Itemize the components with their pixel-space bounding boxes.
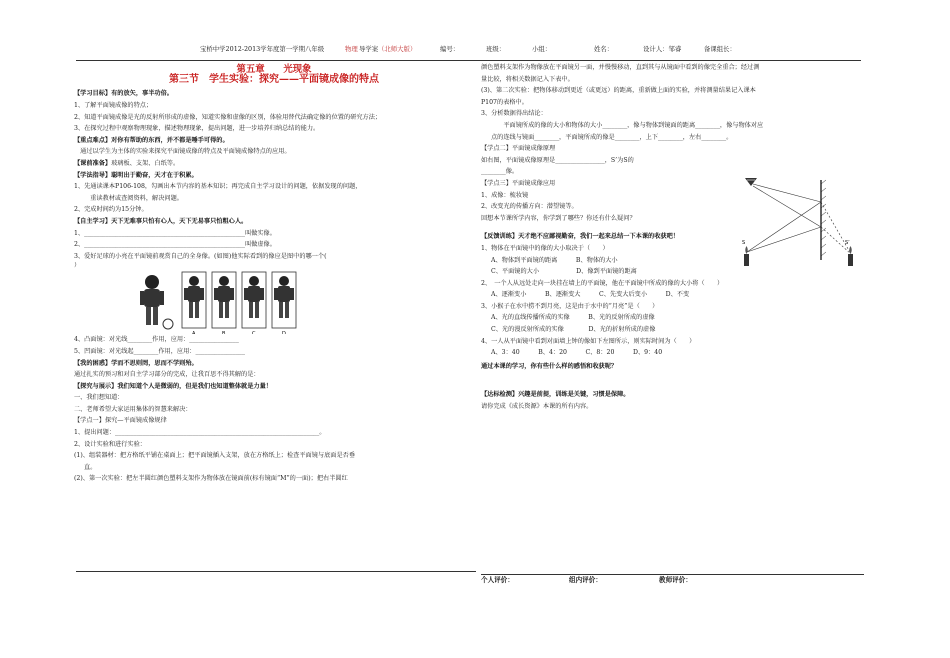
left-lines-line (74, 88, 474, 100)
line-text: ________像。 (481, 168, 519, 176)
line-text: 玻璃板、支架、白纸等。 (111, 159, 180, 167)
quiz-lines-line (481, 301, 866, 313)
quiz-lines-line (481, 324, 866, 336)
section-tag: 【重点难点】 (74, 136, 112, 144)
quiz-lines-line (481, 289, 866, 301)
line-text: 4、凸面镜：对光线________作用，应用：________________ (74, 336, 239, 344)
left-lines2-line (74, 381, 474, 393)
mirror-figure (74, 270, 474, 334)
header-class: 班级： (486, 45, 506, 53)
left-lines2-line (74, 358, 474, 370)
test-text: 兴趣是前提，训练是关键，习惯是保障。 (518, 391, 630, 399)
line-text: 2、设计实验和进行实验： (74, 440, 146, 448)
line-text: 重读教材或查阅资料，解决问题。 (84, 194, 183, 202)
left-lines2-line (74, 450, 474, 462)
line-text: A、物体到平面镜的距离 B、物体的大小 (491, 256, 618, 264)
section-tag: 【学法指导】 (74, 171, 112, 179)
right-lines-line (481, 132, 866, 144)
fig-label-b: B (222, 331, 226, 335)
left-lines-line (74, 146, 474, 158)
left-lines-line (74, 123, 474, 135)
line-text: 5、凹面镜：对光线起________作用，应用：________________ (74, 347, 245, 355)
header-number: 编号： (440, 45, 460, 53)
left-lines-line (74, 135, 474, 147)
fig-label-c: C (252, 331, 256, 335)
fig-label-a: A (192, 331, 196, 335)
teacher-evaluation: 教师评价： (659, 576, 692, 584)
line-text: 回想本节课所学内容，你学到了哪些？你还有什么疑问？ (481, 214, 636, 222)
line-text: 直。 (84, 463, 97, 471)
section-tag: 【自主学习】 (74, 217, 112, 225)
chapter-title: 第五章 光现象 (236, 64, 312, 75)
line-text: 有的放矢，事半功倍。 (111, 90, 173, 98)
line-text: 二、老师希望大家运用集体的智慧来解决： (74, 405, 192, 413)
section-tag: 【我的困惑】 (74, 359, 112, 367)
left-lines-line (74, 193, 474, 205)
line-text: A、逐渐变小 B、逐渐变大 C、先变大后变小 D、不变 (491, 291, 690, 299)
candle-object-icon (744, 246, 749, 266)
line-text: C、光的漫反射所成的实像 D、光的折射所成的虚像 (491, 326, 656, 334)
line-text: 【学点一】探究—平面镜成像规律 (74, 417, 167, 425)
line-text: (3)、第二次实验：把物体移动到更近（或更远）的距离，重新做上面的实验，并将测量结果记入课本 (481, 87, 756, 95)
line-text: 【学点二】平面镜成像原理 (481, 145, 556, 153)
line-text: 学而不思则罔，思而不学则殆。 (111, 359, 198, 367)
right-lines-line (481, 97, 866, 109)
left-lines2-line (74, 473, 474, 485)
left-lines2-line (74, 462, 474, 474)
line-text: 2、 一个人从远处走向一块挂在墙上的平面镜，他在平面镜中所成的像的大小将（ ） (481, 279, 724, 287)
header-guide: 导学案 (359, 45, 379, 53)
header-name: 姓名： (594, 45, 614, 53)
left-lines-line (74, 251, 474, 263)
left-text-block-2 (74, 334, 474, 485)
left-lines-line (74, 170, 474, 182)
line-text: 颜色塑料支架作为物像放在平面镜另一面，并慢慢移动，直到其与从镜面中看到的像完全重合；经过测 (481, 64, 760, 71)
line-text: 1、成像：梳妆镜 (481, 191, 529, 199)
line-text: 天下无难事只怕有心人，天下无易事只怕粗心人。 (111, 217, 248, 225)
close-paren: ） (74, 262, 81, 270)
right-lines-line (481, 155, 866, 167)
personal-evaluation: 个人评价： (481, 576, 514, 584)
right-lines-line (481, 85, 866, 97)
line-text: A、3：40 B、4：20 C、8：20 D、9：40 (491, 349, 663, 357)
header-school: 宝桥中学2012-2013学年度第一学期八年级 (200, 45, 325, 53)
line-text: 2、完成时间约为15分钟。 (74, 206, 148, 214)
left-lines-line (74, 100, 474, 112)
left-lines2-line (74, 369, 474, 381)
right-column (481, 62, 866, 413)
line-text: 如右图，平面镜成像原理是________________，S’为S的 (481, 156, 634, 164)
left-text-block (74, 88, 474, 262)
line-text: 2、知道平面镜成像是光的反射所形成的虚像，知道实像和虚像的区别，体验用替代法确定像的位置的研究方法； (74, 113, 382, 121)
left-lines2-line (74, 415, 474, 427)
right-lines-line (481, 120, 866, 132)
boy-figure (140, 275, 173, 329)
section-tag: 【课前准备】 (74, 159, 112, 167)
left-lines2-line (74, 427, 474, 439)
line-text: 通过以学生为主体的实验来探究平面镜成像的特点及平面镜成像特点的应用。 (74, 148, 291, 156)
line-text: C、平面镜的大小 D、像到平面镜的距离 (491, 268, 637, 276)
left-lines2-line (74, 404, 474, 416)
left-lines2-line (74, 346, 474, 358)
left-lines2-line (74, 439, 474, 451)
line-text: 点的连线与镜面________，平面镜所成的像是________，上下________，左右________。 (491, 133, 733, 141)
left-lines-line (74, 181, 474, 193)
line-text: 3、爱好足球的小亮在平面镜前观赏自己的全身像。(如图)他实际看到的像应是图中的哪一个( (74, 252, 327, 260)
line-text: 3、在探究过程中观察物理现象，描述物理现象，提出问题，进一步培养归纳总结的能力。 (74, 125, 320, 133)
left-lines-line (74, 216, 474, 228)
candle-image-icon (848, 246, 853, 266)
feedback-text: 天才绝不应鄙视勤奋，我们一起来总结一下本课的收获吧！ (518, 233, 679, 241)
line-text: 量比较，将相关数据记入下表中。 (481, 75, 574, 83)
line-text: 一、我们想知道： (74, 394, 124, 402)
line-text: 1、提出问题：__________________________________________________________________。 (74, 429, 326, 437)
header-subject: 物理 (345, 45, 358, 53)
left-lines2-line (74, 392, 474, 404)
line-text: 1、____________________________________________________叫做实像。 (74, 229, 276, 237)
test-tag: 【达标检测】 (481, 391, 519, 399)
left-column (74, 62, 474, 485)
quiz-lines-line (481, 312, 866, 324)
page-header (192, 46, 832, 58)
right-lines-line (481, 62, 866, 74)
fig-label-d: D (282, 331, 286, 335)
boy-mirror-illustration (74, 270, 474, 334)
left-lines-line (74, 204, 474, 216)
line-text: 通过扎实的预习和对自主学习部分的完成，让我百思不得其解的是： (74, 371, 260, 379)
line-text: 1、物体在平面镜中的像的大小取决于（ ） (481, 244, 609, 252)
quiz-lines-line (481, 336, 866, 348)
line-text: 平面镜所成的像的大小和物体的大小________，像与物体到镜面的距离________，像与物体对应 (491, 121, 764, 129)
line-text: 4、一人从平面镜中看到对面墙上钟的像如下左图所示，则实际时间为（ ） (481, 337, 696, 345)
header-designer: 设计人：邹睿 (643, 45, 682, 53)
line-text: 对你有帮助的东西，并不都是唾手可得的。 (111, 136, 229, 144)
header-edition: （北师大版） (378, 45, 417, 53)
left-lines-line (74, 158, 474, 170)
left-lines-line (74, 239, 474, 251)
section-tag: 【学习目标】 (74, 90, 112, 98)
spacer-2 (481, 372, 866, 389)
line-text: 3、分析数据得出结论： (481, 110, 547, 118)
line-text: 1、先通读课本P106-108，勾画出本节内容的基本知识；再完成自主学习设计的问题，依据发现的问题， (74, 183, 362, 191)
line-text: 聪明出于勤奋，天才在于积累。 (111, 171, 198, 179)
quiz-lines-line (481, 278, 866, 290)
header-leader: 备课组长： (704, 45, 736, 53)
line-text: P107的表格中。 (481, 98, 528, 106)
left-lines2-line (74, 334, 474, 346)
line-text: A、光的直线传播所成的实像 B、光的反射所成的虚像 (491, 314, 655, 322)
section-title: 第三节 学生实验：探究——平面镜成像的特点 (169, 74, 379, 86)
line-text: (1)、组装器材：把方格纸平铺在桌面上；把平面镜插入支架，放在方格纸上；检查平面镜与底面是否垂 (74, 452, 356, 460)
line-text: 1、了解平面镜成像的特点； (74, 102, 153, 109)
summary-line: 通过本课的学习，你有些什么样的感悟和收获呢？ (481, 362, 618, 370)
line-text: 2、____________________________________________________叫做虚像。 (74, 241, 276, 249)
test-heading (481, 389, 866, 401)
left-lines-line (74, 112, 474, 124)
label-s-prime: S’ (845, 240, 850, 246)
test-line: 请你完成《成长资源》本课的所有内容。 (481, 403, 593, 411)
left-lines-line (74, 228, 474, 240)
group-evaluation: 组内评价： (569, 576, 602, 584)
line-text: (2)、第一次实验：把左半圆红颜色塑料支架作为物体放在镜面前(标有镜面“M”的一面)；把右半圆红 (74, 475, 348, 483)
header-group: 小组： (532, 45, 552, 53)
left-bottom-rule (76, 571, 476, 572)
mirror-principle-diagram (739, 172, 859, 272)
line-text: 2、改变光的传播方向：潜望镜等。 (481, 203, 578, 211)
right-lines-line (481, 143, 866, 155)
right-lines-line (481, 108, 866, 120)
right-lines-line (481, 74, 866, 86)
feedback-tag: 【反馈训练】 (481, 233, 519, 241)
quiz-lines-line (481, 347, 866, 359)
line-text: 3、小猴子在水中捞不到月亮，这是由于水中的“月亮”是（ ） (481, 302, 659, 310)
evaluation-footer (481, 574, 864, 584)
label-s: S (742, 240, 746, 246)
section-tag: 【探究与展示】 (74, 382, 118, 390)
line-text: 我们知道个人是微弱的，但是我们也知道整体就是力量！ (117, 382, 272, 390)
header-rule (76, 60, 861, 61)
line-text: 【学点三】平面镜成像应用 (481, 179, 556, 187)
